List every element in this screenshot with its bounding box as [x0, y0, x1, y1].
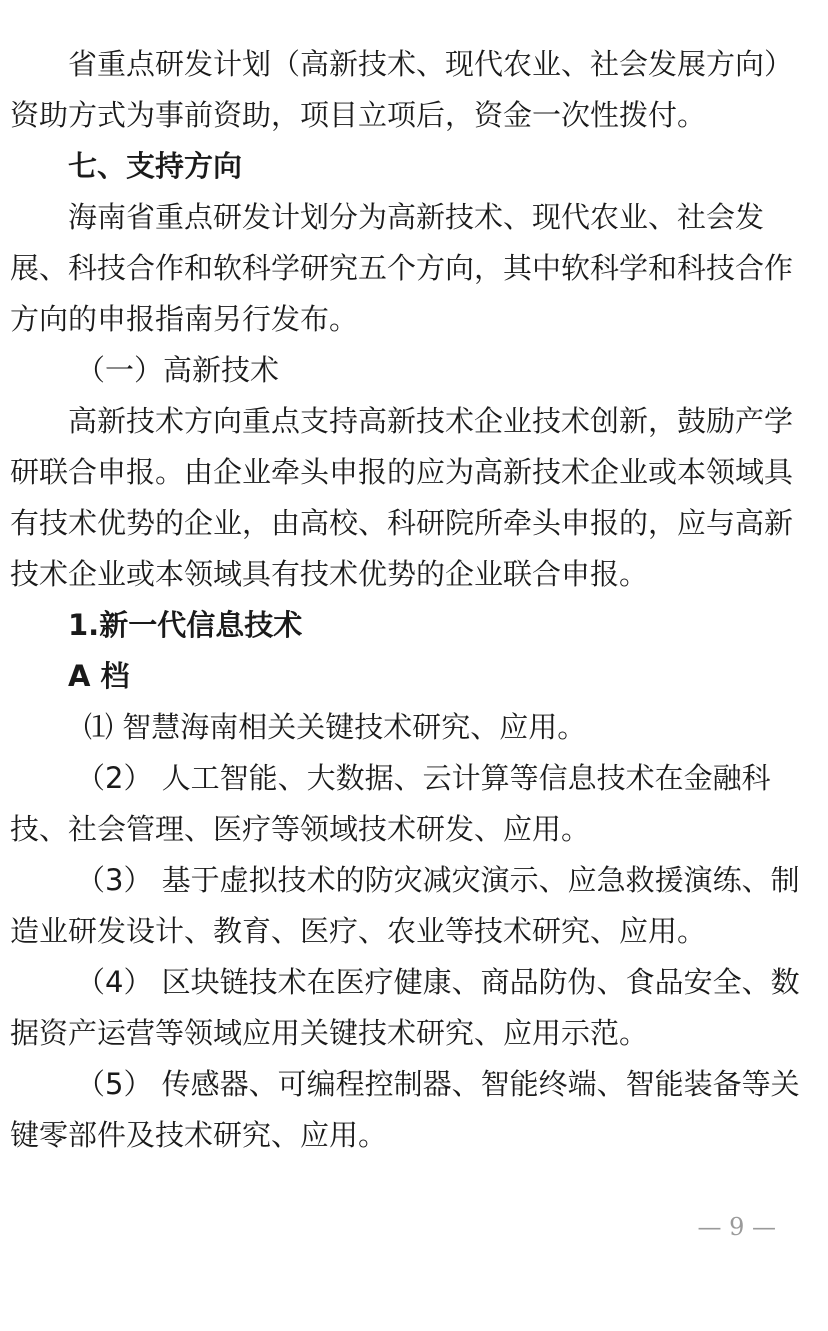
paragraph-line: 资助方式为事前资助，项目立项后，资金一次性拨付。: [10, 98, 707, 132]
subsection-heading: （一）高新技术: [76, 353, 280, 387]
page-number: — 9 —: [697, 1213, 776, 1241]
list-item-continuation: 造业研发设计、教育、医疗、农业等技术研究、应用。: [10, 914, 707, 948]
grade-heading: A 档: [68, 659, 130, 693]
line-text: 省重点研发计划（高新技术、现代农业、社会发展方向）: [68, 47, 794, 81]
topic-heading: 1.新一代信息技术: [68, 608, 303, 642]
paragraph-line: 方向的申报指南另行发布。: [10, 302, 359, 336]
paragraph-line: 技术企业或本领域具有技术优势的企业联合申报。: [10, 557, 649, 591]
section-heading: 七、支持方向: [68, 149, 243, 183]
paragraph-line: 研联合申报。由企业牵头申报的应为高新技术企业或本领域具: [10, 455, 794, 489]
paragraph-line: 海南省重点研发计划分为高新技术、现代农业、社会发: [68, 200, 765, 234]
paragraph-line: 展、科技合作和软科学研究五个方向，其中软科学和科技合作: [10, 251, 794, 285]
list-item: （4） 区块链技术在医疗健康、商品防伪、食品安全、数: [76, 965, 800, 999]
list-item-continuation: 键零部件及技术研究、应用。: [10, 1118, 388, 1152]
paragraph-line: [68, 46, 802, 82]
list-item: （3） 基于虚拟技术的防灾减灾演示、应急救援演练、制: [76, 863, 800, 897]
list-item: ⑴ 智慧海南相关关键技术研究、应用。: [84, 710, 587, 744]
list-item: （5） 传感器、可编程控制器、智能终端、智能装备等关: [76, 1067, 800, 1101]
list-item: （2） 人工智能、大数据、云计算等信息技术在金融科: [76, 761, 771, 795]
paragraph-line: 有技术优势的企业，由高校、科研院所牵头申报的，应与高新: [10, 506, 794, 540]
list-item-continuation: 技、社会管理、医疗等领域技术研发、应用。: [10, 812, 591, 846]
paragraph-line: 高新技术方向重点支持高新技术企业技术创新，鼓励产学: [68, 404, 794, 438]
list-item-continuation: 据资产运营等领域应用关键技术研究、应用示范。: [10, 1016, 649, 1050]
